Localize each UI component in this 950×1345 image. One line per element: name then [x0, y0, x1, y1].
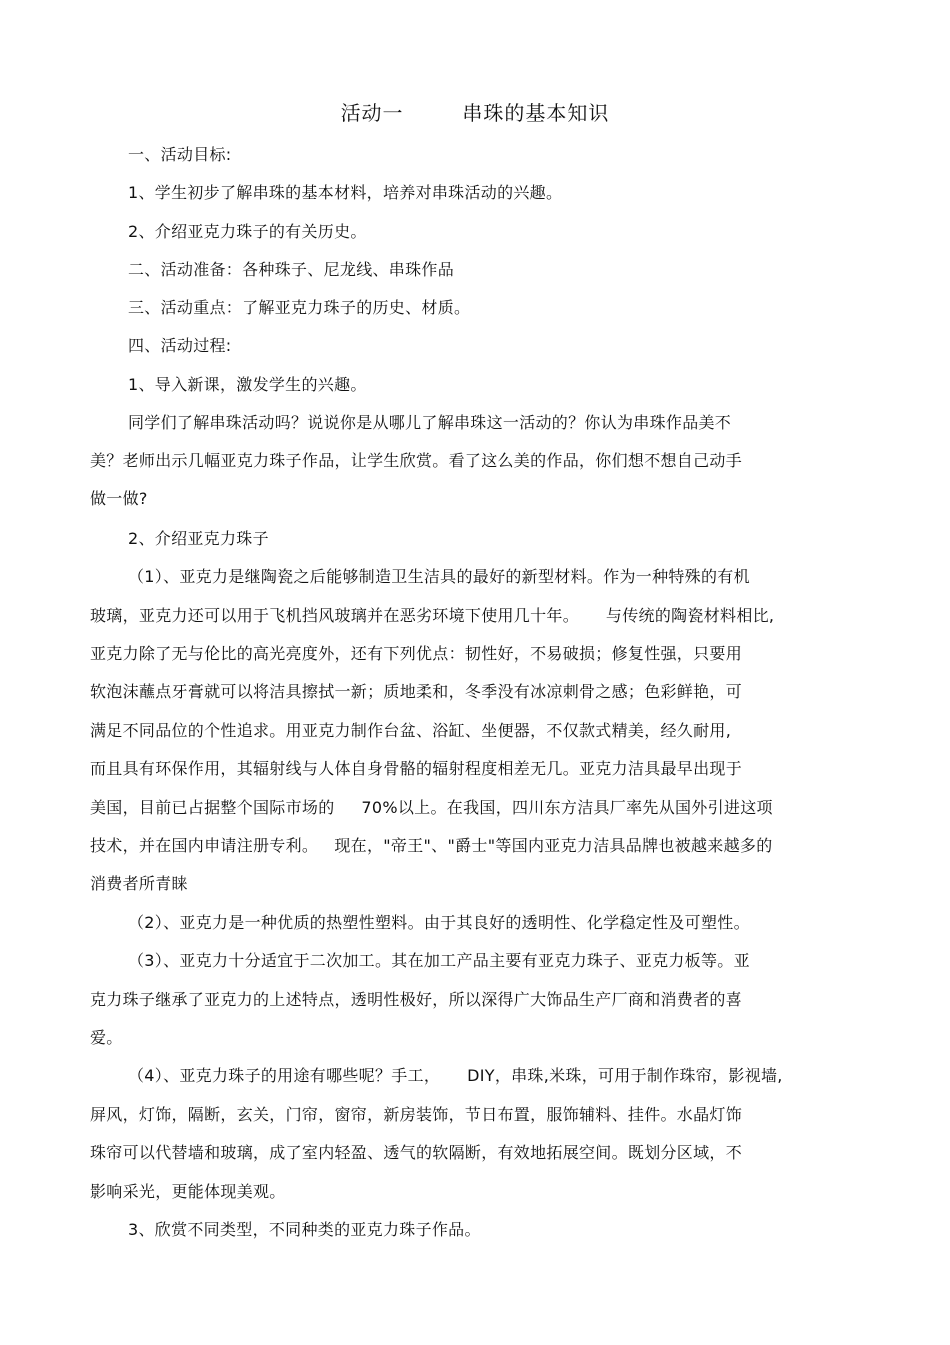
paragraph-line: 技术，并在国内申请注册专利。 现在，"帝王"、"爵士"等国内亚克力洁具品牌也被越来越多的	[90, 836, 773, 855]
paragraph-line: （3）、亚克力十分适宜于二次加工。其在加工产品主要有亚克力珠子、亚克力板等。亚	[128, 951, 750, 970]
document-title: 活动一 串珠的基本知识	[340, 101, 610, 125]
paragraph-line: （4）、亚克力珠子的用途有哪些呢？手工， DIY，串珠,米珠，可用于制作珠帘，影视墙,	[128, 1066, 783, 1085]
paragraph-line: 亚克力除了无与伦比的高光亮度外，还有下列优点：韧性好，不易破损；修复性强，只要用	[90, 644, 743, 663]
paragraph-line: 软泡沫蘸点牙膏就可以将洁具擦拭一新；质地柔和，冬季没有冰凉刺骨之感；色彩鲜艳，可	[90, 682, 743, 701]
paragraph-line: 美？老师出示几幅亚克力珠子作品，让学生欣赏。看了这么美的作品，你们想不想自己动手	[90, 451, 743, 470]
paragraph-line: 克力珠子继承了亚克力的上述特点，透明性极好，所以深得广大饰品生产厂商和消费者的喜	[90, 990, 743, 1009]
section-heading-focus: 三、活动重点：了解亚克力珠子的历史、材质。	[128, 298, 471, 317]
paragraph-line: 消费者所青睐	[90, 874, 188, 893]
paragraph-line: 影响采光，更能体现美观。	[90, 1182, 286, 1201]
paragraph-line: 1、导入新课，激发学生的兴趣。	[128, 375, 367, 394]
paragraph-line: 爱。	[90, 1028, 123, 1047]
paragraph-line: 2、介绍亚克力珠子的有关历史。	[128, 222, 367, 241]
paragraph-line: 而且具有环保作用，其辐射线与人体自身骨骼的辐射程度相差无几。亚克力洁具最早出现于	[90, 759, 743, 778]
section-heading-objectives: 一、活动目标:	[128, 145, 232, 164]
paragraph-line: 做一做?	[90, 489, 148, 508]
paragraph-line: （2）、亚克力是一种优质的热塑性塑料。由于其良好的透明性、化学稳定性及可塑性。	[128, 913, 750, 932]
paragraph-line: 同学们了解串珠活动吗？说说你是从哪儿了解串珠这一活动的？你认为串珠作品美不	[128, 413, 732, 432]
paragraph-line: 玻璃，亚克力还可以用于飞机挡风玻璃并在恶劣环境下使用几十年。 与传统的陶瓷材料相比,	[90, 606, 775, 625]
paragraph-line: 美国，目前已占据整个国际市场的 70%以上。在我国，四川东方洁具厂率先从国外引进这项	[90, 798, 773, 817]
section-heading-process: 四、活动过程:	[128, 336, 232, 355]
paragraph-line: （1）、亚克力是继陶瓷之后能够制造卫生洁具的最好的新型材料。作为一种特殊的有机	[128, 567, 750, 586]
subsection-heading: 3、欣赏不同类型，不同种类的亚克力珠子作品。	[128, 1220, 481, 1239]
paragraph-line: 屏风，灯饰，隔断，玄关，门帘，窗帘，新房装饰，节日布置，服饰辅料、挂件。水晶灯饰	[90, 1105, 743, 1124]
subsection-heading: 2、介绍亚克力珠子	[128, 529, 269, 548]
section-heading-preparation: 二、活动准备：各种珠子、尼龙线、串珠作品	[128, 260, 455, 279]
paragraph-line: 1、学生初步了解串珠的基本材料，培养对串珠活动的兴趣。	[128, 183, 563, 202]
paragraph-line: 珠帘可以代替墙和玻璃，成了室内轻盈、透气的软隔断，有效地拓展空间。既划分区域，不	[90, 1143, 743, 1162]
paragraph-line: 满足不同品位的个性追求。用亚克力制作台盆、浴缸、坐便器，不仅款式精美，经久耐用,	[90, 721, 732, 740]
